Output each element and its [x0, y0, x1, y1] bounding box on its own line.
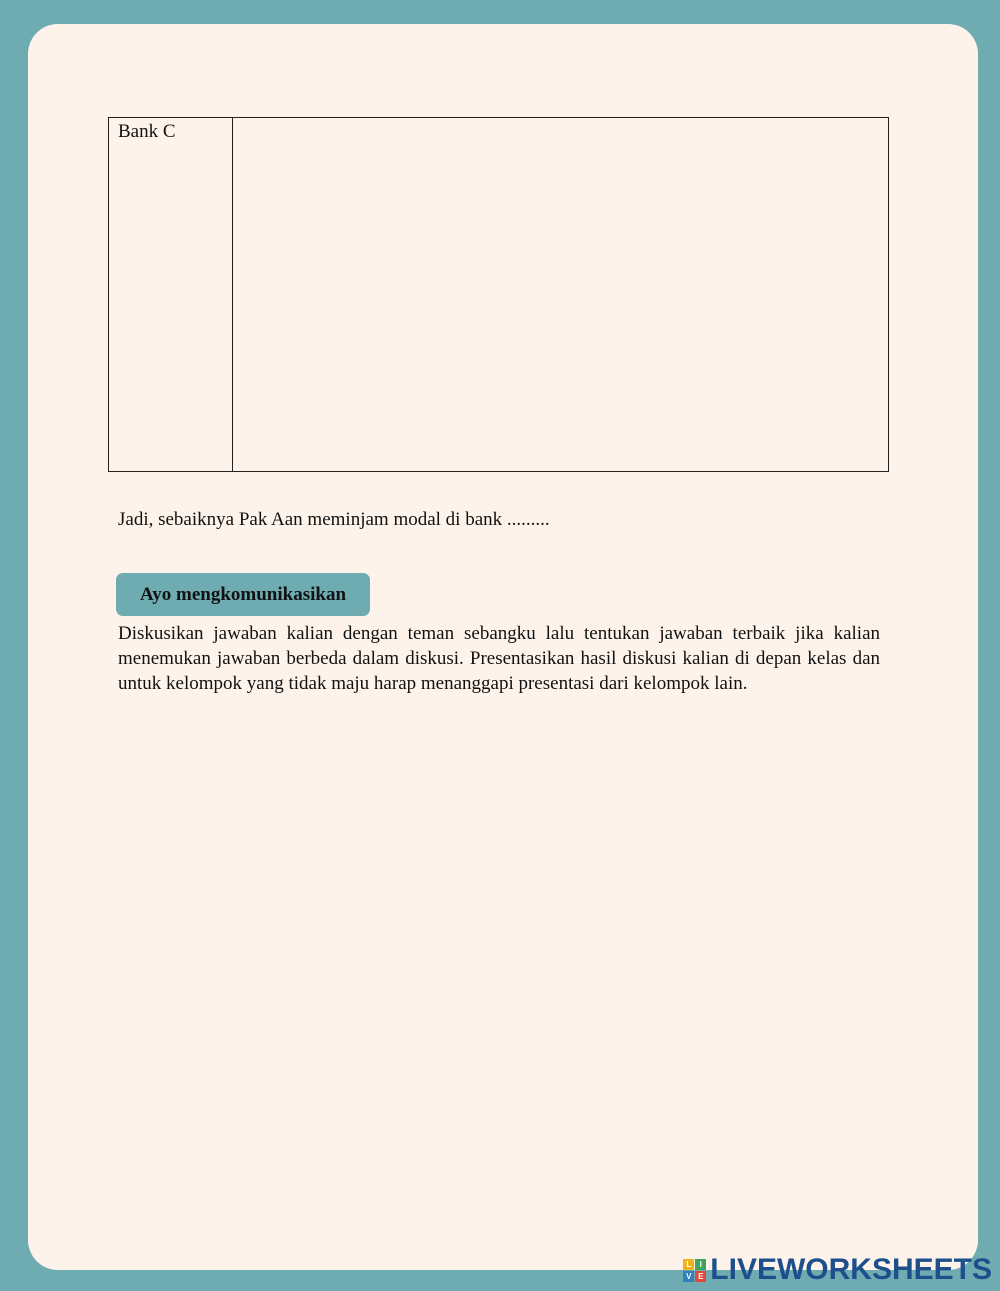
section-badge: [116, 573, 370, 616]
table-row-label: Bank C: [109, 118, 233, 471]
brand-letter-l: L: [683, 1259, 694, 1270]
brand-letter-i: I: [695, 1259, 706, 1270]
table-answer-cell[interactable]: [233, 118, 888, 471]
conclusion-text: Jadi, sebaiknya Pak Aan meminjam modal di bank .........: [118, 509, 550, 530]
brand-name: LIVEWORKSHEETS: [710, 1253, 992, 1286]
answer-table: [108, 117, 889, 472]
section-title: Ayo mengkomunikasikan: [139, 583, 347, 605]
brand-letter-e: E: [695, 1271, 706, 1282]
brand-grid-icon: [683, 1259, 706, 1282]
brand-logo: [683, 1253, 992, 1287]
brand-letter-v: V: [683, 1271, 694, 1282]
instructions-paragraph: Diskusikan jawaban kalian dengan teman sebangku lalu tentukan jawaban terbaik jika kalian menemukan jawaban berbeda dalam diskusi. Presentasikan hasil diskusi kalian di depan kelas dan untuk kelompok yang tidak maju harap menanggapi presentasi dari kelompok lain.: [118, 623, 880, 694]
